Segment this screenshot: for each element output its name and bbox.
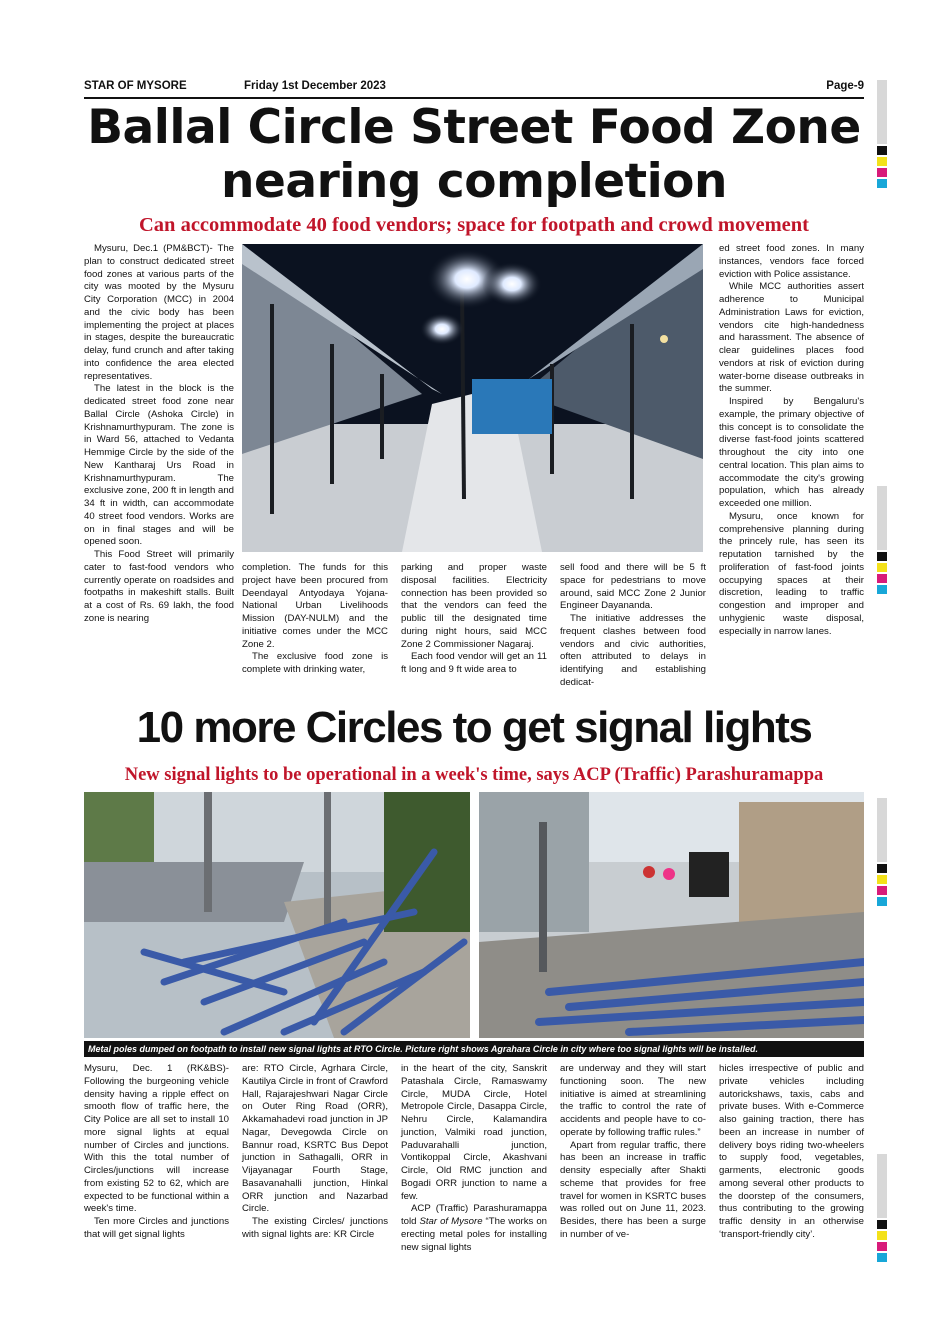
rto-circle-illustration [84, 792, 470, 1038]
story2-col1-para: Ten more Circles and junctions that will get signal lights [84, 1216, 229, 1240]
story2-subhead: New signal lights to be operational in a week's time, says ACP (Traffic) Parashuramappa [124, 765, 824, 785]
magenta-swatch [877, 168, 887, 177]
black-swatch [877, 146, 887, 155]
story1-column-4 [560, 562, 706, 690]
story2-col4-para: Apart from regular traffic, there has been an increase in traffic density especially after Shakti scheme that provides for free travel for women in KSRTC buses was rolled out on June 11, 2023. Besides, there has been a surge in number of ve- [560, 1139, 706, 1240]
black-swatch [877, 552, 887, 561]
paper-name-italic: Star of Mysore [419, 1216, 483, 1227]
story1-col4-para: The initiative addresses the frequent clashes between food vendors and civic authorities, often attributed to delays in identifying and establishing dedicat- [560, 613, 706, 688]
rto-circle-photo [84, 792, 470, 1038]
story1-col5-para: Inspired by Bengaluru's example, the primary objective of this concept is to consolidate the diverse fast-food joints scattered throughout the city into one central location. This plan aims to accommodate the city's growing population, which has already exceeded one million. [719, 396, 864, 509]
story1-col1-para: Mysuru, Dec.1 (PM&BCT)- The plan to construct dedicated street food zones at various parts of the city was mooted by the Mysuru City Corporation (MCC) in 2004 and the civic body has been implementing the project at places in stages, despite the bureaucratic delay, fund crunch and after taking into confidence the area elected representatives. [84, 243, 234, 382]
story1-col1-para: The latest in the block is the dedicated street food zone near Ballal Circle (Ashoka Circle) in Krishnamurthypuram. The zone is in Ward 56, attached to Vedanta Hemmige Circle by the side of the New Kantharaj Urs Road in Krishnamurthypuram. The exclusive zone, 200 ft in length and 34 ft in width, can accommodate 40 street food vendors. Works are on in final stages and will be opened soon. [84, 383, 234, 548]
story2-column-2 [242, 1063, 388, 1242]
story2-col3-quote-para [401, 1203, 547, 1254]
cyan-swatch [877, 1253, 887, 1262]
story2-column-4 [560, 1063, 706, 1242]
grey-registration-bar [877, 486, 887, 550]
story1-subhead: Can accommodate 40 food vendors; space for footpath and crowd movement [139, 214, 809, 236]
cyan-swatch [877, 179, 887, 188]
grey-registration-bar [877, 798, 887, 862]
story1-col3-para: Each food vendor will get an 11 ft long and 9 ft wide area to [401, 651, 547, 675]
story1-col5-para: Mysuru, once known for comprehensive planning during the princely rule, has seen its reputation tarnished by the proliferation of fast-food joints occupying spaces at their discretion, leading to traffic congestion and improper and unhygienic waste disposal, especially in narrow lanes. [719, 510, 864, 637]
yellow-swatch [877, 875, 887, 884]
story1-col5-para: While MCC authorities assert adherence to Municipal Administration Laws for eviction, vendors cite high-handedness and harassment. The absence of clear guidelines places food vendors at risk of eviction during water-borne disease outbreaks in the summer. [719, 281, 864, 395]
yellow-swatch [877, 1231, 887, 1240]
story1-column-5 [719, 243, 864, 638]
magenta-swatch [877, 574, 887, 583]
quote-intro: ACP (Traffic) Parashuramappa told [401, 1203, 547, 1227]
story1-headline-line2: nearing completion [221, 154, 727, 209]
story1-col1-para: This Food Street will primarily cater to fast-food vendors who currently operate on roadsides and footpaths in makeshift stalls. Built at a cost of Rs. 69 lakh, the food zone is nearing [84, 549, 234, 624]
story2-col3-para: in the heart of the city, Sanskrit Patashala Circle, Ramaswamy Circle, MUDA Circle, Hotel Metropole Circle, Dasappa Circle, Nehru Circle, Kalamandira junction, Valmiki road junction, Paduvarahalli junction, Vontikoppal Circle, Akashvani Circle, Old RMC junction and Bogadi ORR junction to name a few. [401, 1063, 547, 1202]
cyan-swatch [877, 585, 887, 594]
story1-column-2 [242, 562, 388, 677]
story2-col2-para: The existing Circles/ junctions with signal lights are: KR Circle [242, 1216, 388, 1240]
story2-col1-para: Mysuru, Dec. 1 (RK&BS)- Following the burgeoning vehicle density having a ripple effect on smooth flow of traffic here, the City Police are all set to install 10 more signal lights at equal number of Circles and junctions. With this the total number of Circles/junctions will increase from existing 52 to 62, which are expected to be functional within a week's time. [84, 1063, 229, 1215]
issue-date: Friday 1st December 2023 [244, 80, 386, 92]
yellow-swatch [877, 563, 887, 572]
masthead [84, 80, 864, 95]
story2-column-5 [719, 1063, 864, 1242]
cyan-swatch [877, 897, 887, 906]
story2-col4-para: are underway and they will start functioning soon. The new initiative is aimed at streamlining the traffic to control the rate of accidents and people have to co-operate by following traffic rules.” [560, 1063, 706, 1138]
masthead-rule [84, 97, 864, 99]
food-zone-illustration [242, 244, 703, 552]
story1-column-3 [401, 562, 547, 677]
story1-column-1 [84, 243, 234, 626]
story1-col2-para: completion. The funds for this project have been procured from Deendayal Antyodaya Yojana-National Urban Livelihoods Mission (DAY-NULM) and the initiative comes under the MCC Zone 2. [242, 562, 388, 650]
quote-text: “The works on erecting metal poles for installing new signal lights [401, 1216, 548, 1253]
agrahara-circle-illustration [479, 792, 864, 1038]
page-number: Page-9 [826, 80, 864, 92]
magenta-swatch [877, 1242, 887, 1251]
story2-col2-para: are: RTO Circle, Agrhara Circle, Kautilya Circle in front of Crawford Hall, Rajarajeshwari Nagar Circle on Outer Ring Road (ORR), Akkamahadevi road junction in JP Nagar, Devegowda Circle on Bannur road, KSRTC Bus Depot junction in Sathagalli, ORR in Vijayanagar Fourth Stage, Basavanahalli junction, Hinkal ORR junction and Nazarbad Circle. [242, 1063, 388, 1215]
story2-col5-para: hicles irrespective of public and private vehicles including autorickshaws, taxis, cabs and private buses. With e-Commerce also gaining traction, there has been an increase in number of delivery boys riding two-wheelers to supply food, vegetables, garments, electronic goods among several other products to the doorstep of the consumers, thus contributing to the growing traffic density in an otherwise ‘transport-friendly city’. [719, 1063, 864, 1240]
agrahara-circle-photo [479, 792, 864, 1038]
story1-col4-para: sell food and there will be 5 ft space for pedestrians to move around, said MCC Zone 2 Junior Engineer Dayananda. [560, 562, 706, 612]
story1-col5-para: ed street food zones. In many instances, vendors face forced eviction with Police assistance. [719, 243, 864, 280]
magenta-swatch [877, 886, 887, 895]
grey-registration-bar [877, 80, 887, 144]
black-swatch [877, 864, 887, 873]
food-zone-photo [242, 244, 703, 552]
yellow-swatch [877, 157, 887, 166]
story1-headline-line1: Ballal Circle Street Food Zone [87, 100, 861, 155]
story2-column-3 [401, 1063, 547, 1254]
black-swatch [877, 1220, 887, 1229]
grey-registration-bar [877, 1154, 887, 1218]
story2-column-1 [84, 1063, 229, 1242]
story1-col3-para: parking and proper waste disposal facilities. Electricity connection has been provided so that the vendors can feed the public till the designated time during night hours, said MCC Zone 2 Commissioner Nagaraj. [401, 562, 547, 650]
photo-caption: Metal poles dumped on footpath to install new signal lights at RTO Circle. Picture right shows Agrahara Circle in city where too signal lights will be installed. [84, 1041, 864, 1057]
newspaper-name: STAR OF MYSORE [84, 80, 187, 92]
story1-col2-para: The exclusive food zone is complete with drinking water, [242, 651, 388, 675]
story2-headline: 10 more Circles to get signal lights [136, 703, 812, 752]
